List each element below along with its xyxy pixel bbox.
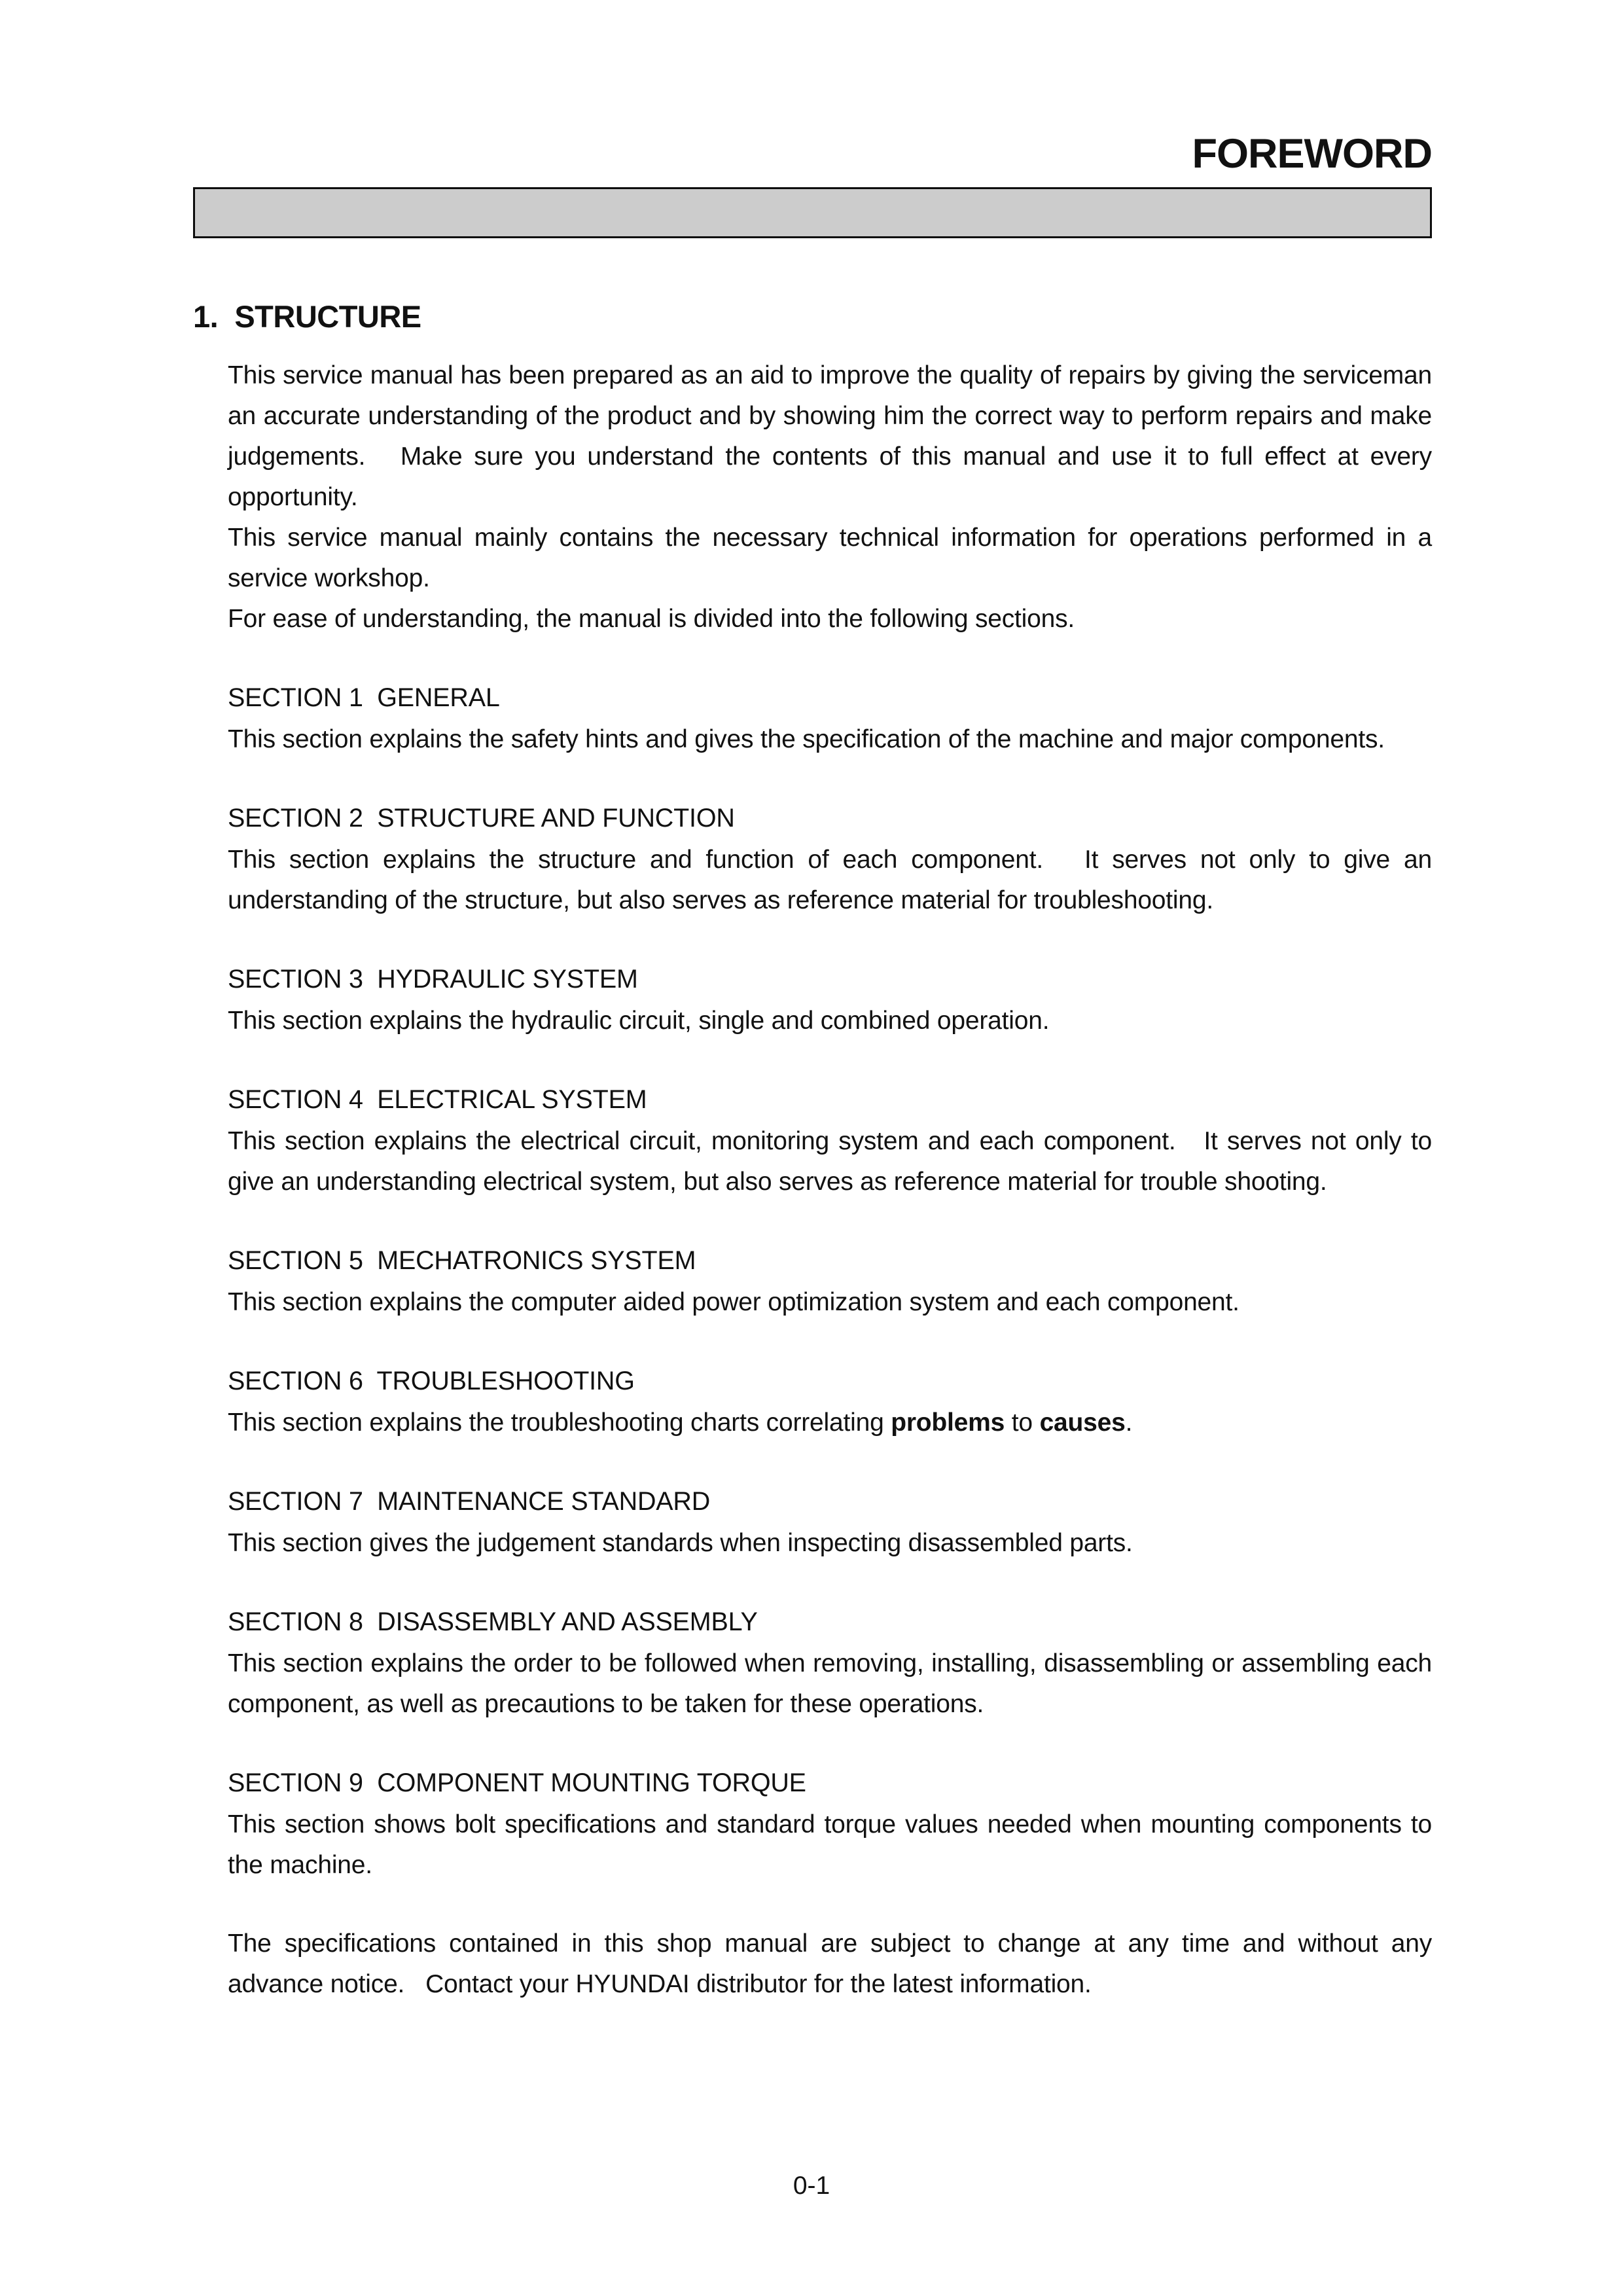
section-title: SECTION 4 ELECTRICAL SYSTEM [228,1085,647,1114]
section-description: This section shows bolt specifications and standard torque values needed when mounting components to the machine. [228,1810,1439,1879]
header-divider-bar [193,187,1432,238]
section-title: SECTION 5 MECHATRONICS SYSTEM [228,1246,696,1275]
intro-block [228,355,1439,639]
sections-list [228,677,1439,1886]
section-description: This section gives the judgement standards when inspecting disassembled parts. [228,1529,1133,1557]
section-description-bold-term: problems [891,1408,1005,1437]
section-item [228,1079,1439,1202]
section-title: SECTION 1 GENERAL [228,683,500,712]
chapter-heading: 1. STRUCTURE [193,299,421,334]
intro-paragraph: This service manual mainly contains the necessary technical information for operations performed in a service workshop. [228,524,1439,592]
section-title: SECTION 8 DISASSEMBLY AND ASSEMBLY [228,1607,758,1636]
intro-paragraph: This service manual has been prepared as an aid to improve the quality of repairs by giving the serviceman an accurate understanding of the product and by showing him the correct way to perform repairs and make judgements. Make sure you understand the contents of this manual and use it to full effect at every opportunity. [228,361,1439,511]
page-number: 0-1 [793,2172,830,2200]
section-item [228,1763,1439,1886]
section-title: SECTION 9 COMPONENT MOUNTING TORQUE [228,1768,806,1797]
section-description-text: This section explains the troubleshooting charts correlating [228,1408,891,1437]
section-title: SECTION 2 STRUCTURE AND FUNCTION [228,804,735,833]
closing-block [228,1924,1439,2005]
page-footer [0,2172,1623,2200]
closing-paragraph: The specifications contained in this shop manual are subject to change at any time and without any advance notice. Contact your HYUNDAI distributor for the latest information. [228,1929,1439,1998]
section-item [228,1240,1432,1323]
section-item [228,959,1432,1041]
section-description: This section explains the electrical circuit, monitoring system and each component. It serves not only to give an understanding electrical system, but also serves as reference material for trouble shooting. [228,1127,1439,1196]
page-header [193,0,1432,238]
intro-paragraph: For ease of understanding, the manual is divided into the following sections. [228,605,1075,633]
section-item [228,798,1439,921]
section-item [228,1361,1432,1443]
section-title: SECTION 3 HYDRAULIC SYSTEM [228,965,638,994]
section-description: This section explains the safety hints and gives the specification of the machine and major components. [228,725,1385,753]
section-description-bold-term: causes [1039,1408,1126,1437]
section-item [228,677,1432,760]
section-title: SECTION 6 TROUBLESHOOTING [228,1367,635,1395]
section-description [228,1403,1432,1443]
section-item [228,1602,1439,1725]
section-description: This section explains the order to be followed when removing, installing, disassembling or assembling each component, as well as precautions to be taken for these operations. [228,1649,1439,1718]
section-item [228,1481,1432,1564]
section-description-text: to [1005,1408,1040,1437]
page-title: FOREWORD [1192,131,1432,177]
section-description: This section explains the computer aided power optimization system and each component. [228,1288,1240,1316]
section-description-text: . [1125,1408,1133,1437]
section-title: SECTION 7 MAINTENANCE STANDARD [228,1487,711,1516]
page-content [193,298,1439,2005]
section-description: This section explains the structure and function of each component. It serves not only to give an understanding of the structure, but also serves as reference material for troubleshooting. [228,846,1439,914]
section-description: This section explains the hydraulic circuit, single and combined operation. [228,1007,1050,1035]
